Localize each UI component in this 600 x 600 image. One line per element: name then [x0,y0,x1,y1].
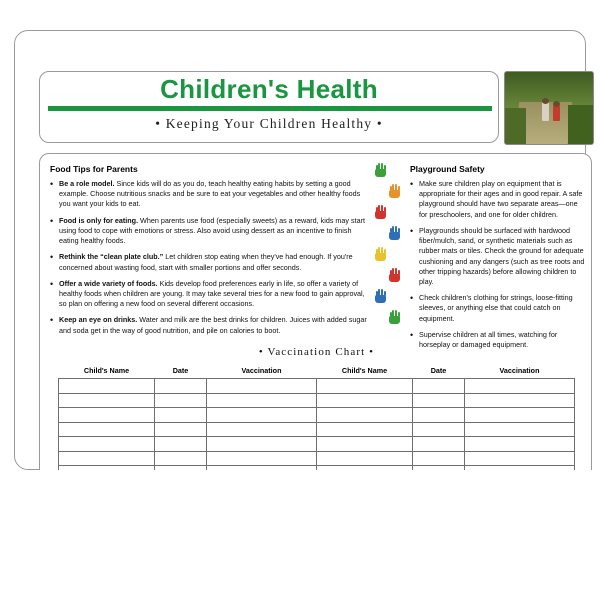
table-cell[interactable] [155,451,207,466]
hand-finger [378,247,380,254]
hand-print-icon-green [374,162,387,177]
playground-safety-section [410,164,585,356]
list-item-text: Kids develop food preferences early in life, so offer a variety of healthy foods when children are young. It may take several tries for a new food to gain approval, so plan on offering a new food on several different occasions. [59,278,365,309]
photo-grass-left [504,108,526,144]
children-walking-photo [504,71,594,145]
hand-print-icon-column [374,162,402,342]
table-cell[interactable] [413,451,465,466]
playground-safety-list [410,179,585,350]
table-cell[interactable] [207,422,317,437]
hand-finger [398,228,400,233]
hand-finger [378,205,380,212]
hand-palm [389,316,400,324]
list-item-text: Since kids will do as you do, teach healthy eating habits by setting a good example. Choose nutritious snacks and be sure to eat your vegetables and other healthy foods you want your kids to eat. [59,179,361,209]
table-column-header: Child's Name [341,366,388,375]
hand-finger [390,186,392,191]
table-cell[interactable] [317,437,413,452]
list-item [410,179,585,220]
table-cell[interactable] [59,451,155,466]
table-cell[interactable] [155,422,207,437]
food-tips-list [50,179,368,336]
hand-finger [398,270,400,275]
hand-palm [375,169,386,177]
hand-palm [389,190,400,198]
page-title: Children's Health [160,74,378,104]
table-cell[interactable] [413,408,465,423]
table-row [59,451,575,466]
list-item [50,315,368,335]
hand-print-icon-green2 [388,309,401,324]
table-cell[interactable] [465,437,575,452]
list-item [50,216,368,247]
hand-finger [376,165,378,170]
table-cell[interactable] [465,379,575,394]
hand-palm [389,274,400,282]
table-cell[interactable] [59,393,155,408]
table-cell[interactable] [317,393,413,408]
hand-finger [381,205,383,212]
hand-finger [384,207,386,212]
list-item [50,279,368,310]
hand-finger [392,226,394,233]
table-column-header: Child's Name [83,366,130,375]
list-item-text: Playgrounds should be surfaced with hardwood fiber/mulch, sand, or synthetic materials such as rubber mats or tiles. Check the ground for adequate cushioning and any dangers (such as tree roots and other tripping hazards) before allowing children to play. [419,225,585,286]
page-subtitle: • Keeping Your Children Healthy • [155,116,383,131]
table-cell[interactable] [207,437,317,452]
hand-print-icon-red [374,204,387,219]
table-cell[interactable] [465,408,575,423]
food-tips-section [50,164,368,342]
table-cell[interactable] [155,379,207,394]
table-cell[interactable] [207,451,317,466]
hand-palm [375,211,386,219]
list-item-lead: Be a role model. [59,179,115,188]
hand-finger [395,310,397,317]
table-cell[interactable] [155,393,207,408]
table-row [59,393,575,408]
hand-finger [390,270,392,275]
hand-palm [389,232,400,240]
table-cell[interactable] [207,379,317,394]
photo-child-left-head [542,98,549,104]
hand-print-icon-blue [388,225,401,240]
hand-print-icon-yellow [374,246,387,261]
table-cell[interactable] [413,422,465,437]
list-item-lead: Food is only for eating. [59,215,139,225]
list-item [410,293,585,324]
table-row [59,422,575,437]
list-item [50,252,368,272]
hand-finger [392,268,394,275]
hand-finger [390,312,392,317]
table-header-row [59,364,575,379]
vaccination-chart-title: • Vaccination Chart • [258,346,375,358]
table-cell[interactable] [317,451,413,466]
table-column-header: Vaccination [499,366,540,375]
table-cell[interactable] [465,451,575,466]
hand-finger [395,226,397,233]
hand-finger [398,312,400,317]
hand-finger [395,184,397,191]
hand-finger [376,249,378,254]
list-item-lead: Rethink the “clean plate club.” [59,252,164,262]
hand-finger [384,249,386,254]
list-item [410,226,585,287]
table-cell[interactable] [59,422,155,437]
table-cell[interactable] [413,379,465,394]
hand-finger [390,228,392,233]
table-cell[interactable] [207,408,317,423]
hand-print-icon-red2 [388,267,401,282]
photo-grass-right [568,105,594,144]
hand-finger [384,165,386,170]
hand-finger [392,310,394,317]
list-item [50,179,368,210]
table-cell[interactable] [413,437,465,452]
table-cell[interactable] [155,408,207,423]
document-header [39,71,499,143]
hand-print-icon-blue2 [374,288,387,303]
hand-finger [378,289,380,296]
table-cell[interactable] [59,408,155,423]
header-green-rule [48,106,492,111]
list-item-text: Check children's clothing for strings, loose-fitting sleeves, or anything else that could catch on equipment. [419,293,573,323]
table-cell[interactable] [207,393,317,408]
document-card [14,30,586,470]
hand-finger [381,163,383,170]
table-cell[interactable] [413,393,465,408]
list-item-text: Water and milk are the best drinks for children. Juices with added sugar and soda get in the way of good nutrition, and pile on calories to boot. [59,315,367,335]
hand-palm [375,295,386,303]
hand-print-icon-orange [388,183,401,198]
table-cell[interactable] [317,379,413,394]
hand-finger [376,207,378,212]
hand-finger [376,291,378,296]
table-cell[interactable] [317,408,413,423]
hand-finger [378,163,380,170]
hand-palm [375,253,386,261]
content-panel [39,153,592,488]
table-cell[interactable] [59,437,155,452]
table-cell[interactable] [465,393,575,408]
hand-finger [381,247,383,254]
table-row [59,437,575,452]
list-item-text: Make sure children play on equipment that is appropriate for their ages and in good repair. A safe playground should have two separate areas—one for preschoolers, and one for older children. [419,179,583,219]
list-item-text: When parents use food (especially sweets) as a reward, kids may start using food to cope with emotions or stress. Also avoid using dessert as an incentive to finish eating healthy foods. [59,215,365,246]
table-row [59,379,575,394]
hand-finger [395,268,397,275]
table-column-header: Vaccination [241,366,282,375]
list-item-text: Supervise children at all times, watching for horseplay or damaged equipment. [419,329,558,350]
table-cell[interactable] [59,379,155,394]
list-item-lead: Offer a wide variety of foods. [59,278,158,288]
table-column-header: Date [172,366,189,375]
list-item-lead: Keep an eye on drinks. [59,315,138,325]
hand-finger [398,186,400,191]
page-bottom-whitespace [0,470,600,600]
food-tips-heading: Food Tips for Parents [50,164,138,174]
hand-finger [384,291,386,296]
table-row [59,408,575,423]
table-cell[interactable] [317,422,413,437]
table-cell[interactable] [465,422,575,437]
hand-finger [381,289,383,296]
table-column-header: Date [430,366,447,375]
playground-safety-heading: Playground Safety [410,164,485,174]
list-item-text: Let children stop eating when they've had enough. If you're concerned about wasting food, start with smaller portions and offer seconds. [59,252,353,272]
table-cell[interactable] [155,437,207,452]
hand-finger [392,184,394,191]
